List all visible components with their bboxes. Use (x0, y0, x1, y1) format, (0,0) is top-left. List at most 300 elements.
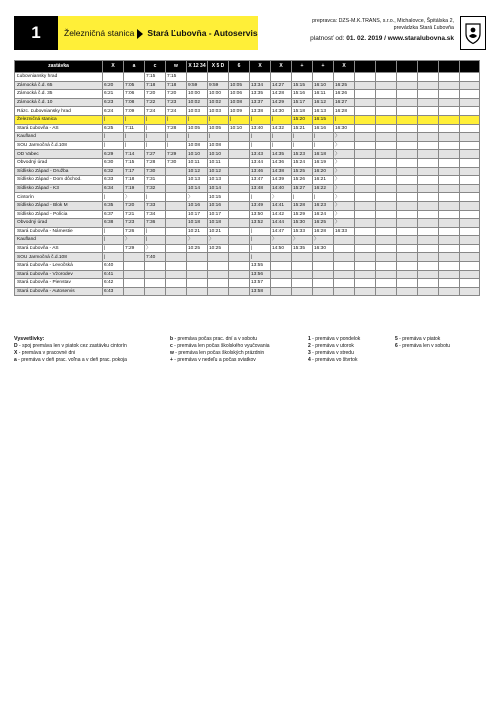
departure-time (376, 253, 397, 262)
stop-name: Sídlisko Západ - Polícia (15, 210, 103, 219)
departure-time: 13:37 (250, 98, 271, 107)
departure-time (460, 90, 480, 99)
departure-time (334, 253, 355, 262)
timetable-row (15, 158, 480, 167)
departure-time (439, 236, 460, 245)
route-title (58, 16, 258, 50)
timetable-row (15, 115, 480, 124)
departure-time (208, 287, 229, 296)
departure-time: | (292, 133, 313, 142)
departure-time: 〉 (187, 236, 208, 245)
departure-time (355, 167, 376, 176)
departure-time: 10:16 (208, 201, 229, 210)
departure-time: 14:36 (271, 158, 292, 167)
departure-time (355, 81, 376, 90)
departure-time: 15:35 (292, 244, 313, 253)
departure-time (376, 210, 397, 219)
departure-time: 7:28 (166, 124, 187, 133)
departure-time (229, 227, 250, 236)
departure-time (334, 236, 355, 245)
timetable (14, 60, 480, 296)
timetable-header-row (15, 61, 480, 73)
timetable-row (15, 73, 480, 82)
departure-time (271, 279, 292, 288)
departure-time: 15:26 (292, 176, 313, 185)
departure-time: 〉 (334, 184, 355, 193)
departure-time: 10:03 (187, 107, 208, 116)
timetable-row (15, 227, 480, 236)
departure-time (271, 73, 292, 82)
departure-time: 7:22 (145, 98, 166, 107)
departure-time: 16:30 (334, 124, 355, 133)
departure-time (166, 210, 187, 219)
departure-time (271, 287, 292, 296)
departure-time: 16:21 (313, 176, 334, 185)
departure-time (418, 201, 439, 210)
departure-time: 〉 (271, 193, 292, 202)
trip-column-header: X (271, 61, 292, 73)
legend-item (14, 343, 127, 350)
departure-time (313, 270, 334, 279)
departure-time: 6:33 (103, 176, 124, 185)
departure-time (418, 262, 439, 271)
legend-item (170, 357, 270, 364)
departure-time: 14:35 (271, 150, 292, 159)
timetable-row (15, 201, 480, 210)
departure-time (460, 184, 480, 193)
departure-time (397, 287, 418, 296)
departure-time: 16:22 (313, 184, 334, 193)
departure-time (355, 227, 376, 236)
departure-time: 7:30 (166, 158, 187, 167)
departure-time (439, 227, 460, 236)
departure-time (418, 73, 439, 82)
legend-symbol: a (14, 357, 17, 364)
departure-time: 6:29 (103, 150, 124, 159)
departure-time: 7:11 (124, 124, 145, 133)
departure-time (439, 158, 460, 167)
departure-time (376, 279, 397, 288)
stop-name: Kaufland (15, 133, 103, 142)
departure-time (418, 133, 439, 142)
timetable-row (15, 193, 480, 202)
departure-time: 13:55 (250, 262, 271, 271)
departure-time: 14:32 (271, 124, 292, 133)
departure-time (397, 227, 418, 236)
departure-time: 7:28 (145, 158, 166, 167)
departure-time: 10:02 (187, 98, 208, 107)
departure-time: 16:10 (313, 81, 334, 90)
departure-time: 15:29 (292, 210, 313, 219)
departure-time (439, 90, 460, 99)
departure-time (376, 124, 397, 133)
departure-time (292, 73, 313, 82)
timetable-row (15, 124, 480, 133)
departure-time: 10:21 (187, 227, 208, 236)
departure-time (355, 219, 376, 228)
departure-time: 7:24 (166, 107, 187, 116)
stop-name: Stará Ľubovňa - Levočská (15, 262, 103, 271)
departure-time (292, 253, 313, 262)
legend-text: - premáva v stredu (310, 350, 354, 357)
departure-time: | (208, 115, 229, 124)
departure-time: 13:40 (250, 124, 271, 133)
departure-time (460, 167, 480, 176)
departure-time (439, 133, 460, 142)
departure-time (439, 244, 460, 253)
departure-time: 16:25 (313, 219, 334, 228)
legend-symbol: 2 (308, 343, 311, 350)
departure-time: | (103, 236, 124, 245)
departure-time (397, 201, 418, 210)
departure-time: 15:33 (292, 227, 313, 236)
departure-time (397, 73, 418, 82)
departure-time: 6:42 (103, 279, 124, 288)
trip-column-header: w (166, 61, 187, 73)
departure-time: 14:44 (271, 219, 292, 228)
departure-time (292, 262, 313, 271)
departure-time: 7:23 (124, 219, 145, 228)
departure-time (397, 219, 418, 228)
departure-time (460, 236, 480, 245)
departure-time: 13:57 (250, 279, 271, 288)
departure-time: | (334, 115, 355, 124)
departure-time (439, 184, 460, 193)
departure-time: 6:43 (103, 287, 124, 296)
timetable-row (15, 98, 480, 107)
legend-text: - premáva v deň prac. voľna a v deň prac. pokoja (16, 357, 127, 364)
legend-item (395, 343, 450, 350)
stop-name: SOU Jarmočná č.d.108 (15, 253, 103, 262)
departure-time: 7:24 (145, 107, 166, 116)
departure-time (376, 184, 397, 193)
departure-time (397, 133, 418, 142)
departure-time: | (250, 253, 271, 262)
departure-time (166, 167, 187, 176)
departure-time: 7:14 (124, 150, 145, 159)
departure-time (355, 158, 376, 167)
stop-name: Obvodný úrad (15, 158, 103, 167)
legend-symbol: D (14, 343, 18, 349)
operator-info (262, 16, 454, 52)
legend-item (308, 343, 360, 350)
departure-time: 9:59 (208, 81, 229, 90)
departure-time: 13:35 (250, 90, 271, 99)
departure-time (145, 262, 166, 271)
departure-time: 7:30 (145, 167, 166, 176)
departure-time (439, 270, 460, 279)
departure-time: 6:30 (103, 158, 124, 167)
departure-time (418, 193, 439, 202)
stop-name: Sídlisko Západ - Družba (15, 167, 103, 176)
departure-time: | (103, 193, 124, 202)
departure-time: 10:02 (208, 98, 229, 107)
departure-time: 10:08 (187, 141, 208, 150)
timetable-row (15, 219, 480, 228)
departure-time (187, 279, 208, 288)
departure-time: | (145, 124, 166, 133)
departure-time: 15:24 (292, 158, 313, 167)
departure-time (439, 73, 460, 82)
departure-time (166, 270, 187, 279)
legend-text: - premáva v utorok (310, 343, 354, 350)
departure-time: | (313, 193, 334, 202)
departure-time (166, 227, 187, 236)
departure-time: 10:16 (187, 201, 208, 210)
departure-time (187, 262, 208, 271)
trip-column-header: X (334, 61, 355, 73)
departure-time (166, 193, 187, 202)
departure-time: 10:25 (187, 244, 208, 253)
departure-time: 16:11 (313, 90, 334, 99)
departure-time: 〉 (334, 150, 355, 159)
legend-text: - premáva v nedeľu a počas sviatkov (172, 357, 256, 364)
operator-line-2: prevádzka Stará Ľubovňa (393, 25, 454, 31)
stop-name: Rázc. Ľubovniansky hrad (15, 107, 103, 116)
departure-time: 10:13 (208, 176, 229, 185)
departure-time: 〉 (292, 236, 313, 245)
departure-time: 16:33 (334, 227, 355, 236)
departure-time (418, 167, 439, 176)
stop-name: Sídlisko Západ - K3 (15, 184, 103, 193)
departure-time (418, 158, 439, 167)
departure-time: 7:15 (145, 73, 166, 82)
departure-time: | (271, 133, 292, 142)
departure-time: | (166, 115, 187, 124)
departure-time: 10:08 (208, 141, 229, 150)
departure-time: 16:18 (313, 150, 334, 159)
departure-time: 7:29 (124, 244, 145, 253)
departure-time: 〉 (208, 236, 229, 245)
departure-time: 6:40 (103, 262, 124, 271)
departure-time (376, 90, 397, 99)
departure-time (397, 210, 418, 219)
timetable-row (15, 253, 480, 262)
stop-name: Stará Ľubovňa - Námestie (15, 227, 103, 236)
departure-time (208, 73, 229, 82)
departure-time: 13:38 (250, 107, 271, 116)
departure-time (124, 270, 145, 279)
departure-time: 14:28 (271, 90, 292, 99)
city-emblem-icon (460, 16, 486, 50)
departure-time: 14:50 (271, 244, 292, 253)
legend-text: - premáva len v sobotu (397, 343, 451, 350)
departure-time (187, 253, 208, 262)
departure-time (355, 150, 376, 159)
departure-time (460, 81, 480, 90)
departure-time: 6:41 (103, 270, 124, 279)
departure-time: 13:58 (250, 287, 271, 296)
departure-time (460, 279, 480, 288)
departure-time: 14:47 (271, 227, 292, 236)
departure-time (418, 184, 439, 193)
departure-time: | (166, 133, 187, 142)
legend-column-2 (170, 336, 270, 364)
departure-time: 15:25 (292, 167, 313, 176)
departure-time (229, 287, 250, 296)
departure-time: 14:39 (271, 176, 292, 185)
departure-time (376, 81, 397, 90)
departure-time: 16:26 (334, 90, 355, 99)
departure-time: 10:18 (187, 219, 208, 228)
legend-item (170, 343, 270, 350)
departure-time: 13:34 (250, 81, 271, 90)
departure-time: | (313, 133, 334, 142)
trip-column-header: a (124, 61, 145, 73)
timetable-row (15, 244, 480, 253)
timetable-row (15, 167, 480, 176)
stop-name: SOU Jarmočná č.d.108 (15, 141, 103, 150)
departure-time: | (103, 244, 124, 253)
legend-symbol: 5 (395, 336, 398, 342)
departure-time: 7:05 (124, 81, 145, 90)
departure-time (376, 201, 397, 210)
departure-time: 〉 (334, 167, 355, 176)
departure-time (229, 270, 250, 279)
trip-column-header: X (250, 61, 271, 73)
departure-time (460, 73, 480, 82)
departure-time: 7:18 (145, 81, 166, 90)
departure-time (397, 150, 418, 159)
departure-time (439, 219, 460, 228)
departure-time: 15:27 (292, 184, 313, 193)
legend-text: - premáva v pracovné dni (17, 350, 76, 357)
legend-item (14, 350, 127, 357)
departure-time: 10:21 (208, 227, 229, 236)
departure-time: 7:18 (166, 81, 187, 90)
departure-time (439, 262, 460, 271)
departure-time (397, 107, 418, 116)
departure-time (439, 279, 460, 288)
departure-time (229, 184, 250, 193)
stop-name: Kaufland (15, 236, 103, 245)
legend-text: - premáva vo štvrtok (310, 357, 358, 364)
departure-time: | (250, 133, 271, 142)
departure-time (418, 124, 439, 133)
departure-time: | (103, 253, 124, 262)
departure-time: | (250, 236, 271, 245)
departure-time: 14:38 (271, 167, 292, 176)
trip-column-header (397, 61, 418, 73)
departure-time: 16:27 (334, 98, 355, 107)
departure-time (439, 287, 460, 296)
departure-time: 16:28 (313, 227, 334, 236)
departure-time: | (271, 115, 292, 124)
departure-time (166, 262, 187, 271)
departure-time: | (250, 193, 271, 202)
departure-time: 13:43 (250, 150, 271, 159)
departure-time: | (271, 141, 292, 150)
departure-time: | (313, 141, 334, 150)
departure-time (460, 201, 480, 210)
departure-time (397, 167, 418, 176)
departure-time (334, 244, 355, 253)
departure-time: 15:17 (292, 98, 313, 107)
departure-time (334, 262, 355, 271)
departure-time (397, 262, 418, 271)
departure-time: 7:19 (124, 184, 145, 193)
departure-time: 16:23 (313, 201, 334, 210)
valid-label: platnosť od: (310, 35, 345, 42)
departure-time (439, 253, 460, 262)
route-from: Železničná stanica (64, 28, 135, 38)
stop-name: Sídlisko Západ - Dom dôchod. (15, 176, 103, 185)
departure-time: | (145, 236, 166, 245)
departure-time: 16:30 (313, 244, 334, 253)
departure-time (397, 115, 418, 124)
departure-time (460, 141, 480, 150)
departure-time (439, 107, 460, 116)
departure-time (460, 227, 480, 236)
departure-time: | (145, 115, 166, 124)
departure-time (292, 287, 313, 296)
departure-time: 6:32 (103, 167, 124, 176)
departure-time: | (229, 115, 250, 124)
departure-time (439, 81, 460, 90)
departure-time: | (187, 115, 208, 124)
departure-time (250, 73, 271, 82)
departure-time (187, 270, 208, 279)
trip-column-header (355, 61, 376, 73)
departure-time (376, 219, 397, 228)
timetable-header (14, 16, 486, 50)
departure-time: | (145, 193, 166, 202)
departure-time: 10:05 (229, 81, 250, 90)
departure-time: 16:12 (313, 98, 334, 107)
departure-time (229, 219, 250, 228)
stop-name: Zámocká č.d. 10 (15, 98, 103, 107)
departure-time (355, 107, 376, 116)
departure-time (397, 244, 418, 253)
timetable-row (15, 133, 480, 142)
departure-time (439, 193, 460, 202)
departure-time: 16:28 (334, 107, 355, 116)
departure-time (229, 150, 250, 159)
departure-time (418, 236, 439, 245)
departure-time (187, 73, 208, 82)
trip-column-header: c (145, 61, 166, 73)
validity (262, 35, 454, 42)
departure-time: 15:20 (292, 115, 313, 124)
departure-time (313, 73, 334, 82)
departure-time: 10:10 (229, 124, 250, 133)
departure-time (418, 253, 439, 262)
timetable-row (15, 262, 480, 271)
departure-time (418, 98, 439, 107)
departure-time (376, 98, 397, 107)
departure-time: 10:14 (187, 184, 208, 193)
departure-time (397, 193, 418, 202)
departure-time (439, 201, 460, 210)
legend-symbol: X (14, 350, 18, 357)
departure-time (355, 133, 376, 142)
stop-name: Stará Ľubovňa - Autoservis (15, 287, 103, 296)
departure-time: 13:48 (250, 184, 271, 193)
departure-time (376, 176, 397, 185)
departure-time (376, 227, 397, 236)
departure-time: 13:56 (250, 270, 271, 279)
departure-time (397, 81, 418, 90)
departure-time: | (250, 115, 271, 124)
departure-time: 10:25 (208, 244, 229, 253)
departure-time (334, 270, 355, 279)
stop-name: Stará Ľubovňa - Pienstav (15, 279, 103, 288)
departure-time: 14:27 (271, 81, 292, 90)
departure-time (229, 158, 250, 167)
departure-time: 〉 (334, 201, 355, 210)
departure-time: 10:09 (229, 107, 250, 116)
departure-time: 15:15 (292, 81, 313, 90)
